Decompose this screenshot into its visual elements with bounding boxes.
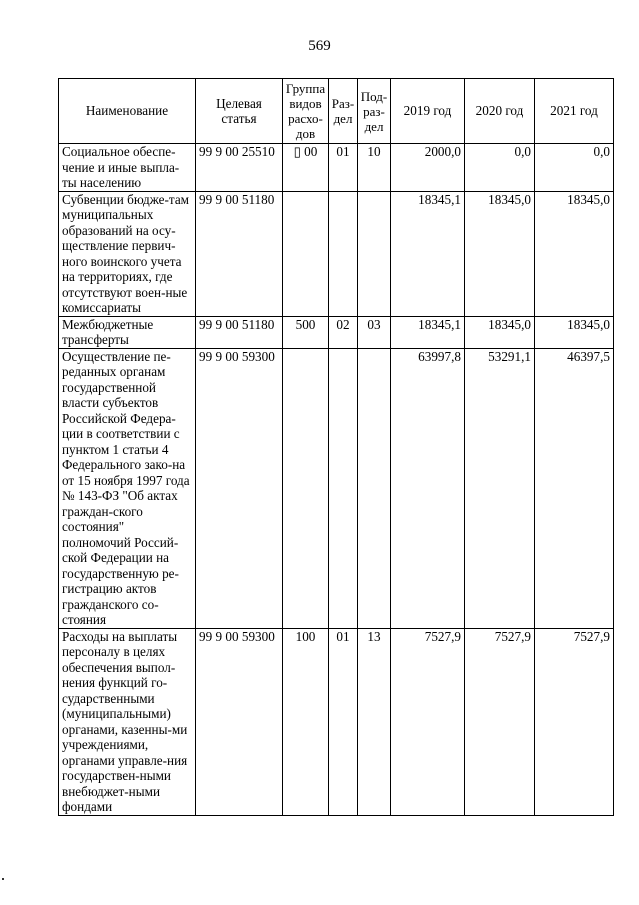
row-target: 99 9 00 51180 xyxy=(196,316,283,348)
header-section: Раз-дел xyxy=(329,79,358,144)
row-subsection: 10 xyxy=(358,144,391,192)
table-row xyxy=(59,144,614,192)
row-2021: 0,0 xyxy=(535,144,614,192)
header-2019: 2019 год xyxy=(391,79,465,144)
header-subsection: Под-раз-дел xyxy=(358,79,391,144)
row-group: 500 xyxy=(283,316,329,348)
row-2019: 18345,1 xyxy=(391,316,465,348)
row-2020: 53291,1 xyxy=(465,348,535,628)
row-section: 01 xyxy=(329,144,358,192)
row-subsection: 03 xyxy=(358,316,391,348)
row-group: ▯ 00 xyxy=(283,144,329,192)
row-group xyxy=(283,191,329,316)
row-target: 99 9 00 59300 xyxy=(196,628,283,815)
row-2019: 63997,8 xyxy=(391,348,465,628)
header-name: Наименование xyxy=(59,79,196,144)
row-target: 99 9 00 51180 xyxy=(196,191,283,316)
row-2020: 7527,9 xyxy=(465,628,535,815)
row-2019: 7527,9 xyxy=(391,628,465,815)
row-subsection xyxy=(358,348,391,628)
header-group: Группа видов расхо-дов xyxy=(283,79,329,144)
table-header-row xyxy=(59,79,614,144)
budget-table xyxy=(58,78,614,816)
row-name: Субвенции бюдже-там муниципальных образований на осу-ществление первич-ного воинского учета на территориях, где отсутствуют воен-ные комиссариаты xyxy=(59,191,196,316)
header-2021: 2021 год xyxy=(535,79,614,144)
row-name: Межбюджетные трансферты xyxy=(59,316,196,348)
row-2020: 0,0 xyxy=(465,144,535,192)
row-name: Осуществление пе-реданных органам государственной власти субъектов Российской Федера-ции в соответствии с пунктом 1 статьи 4 Федерального зако-на от 15 ноября 1997 года № 143-ФЗ "Об актах граждан-ского состояния" полномочий Россий-ской Федерации на государственную ре-гистрацию актов гражданского со-стояния xyxy=(59,348,196,628)
row-target: 99 9 00 59300 xyxy=(196,348,283,628)
row-subsection: 13 xyxy=(358,628,391,815)
page-number: 569 xyxy=(308,38,331,54)
table-row xyxy=(59,628,614,815)
row-group: 100 xyxy=(283,628,329,815)
row-2019: 2000,0 xyxy=(391,144,465,192)
table-row xyxy=(59,316,614,348)
row-2021: 46397,5 xyxy=(535,348,614,628)
table-row xyxy=(59,191,614,316)
row-section xyxy=(329,348,358,628)
row-2020: 18345,0 xyxy=(465,316,535,348)
row-2021: 18345,0 xyxy=(535,191,614,316)
row-section: 01 xyxy=(329,628,358,815)
table-row xyxy=(59,348,614,628)
row-name: Социальное обеспе-чение и иные выпла-ты населению xyxy=(59,144,196,192)
row-group xyxy=(283,348,329,628)
row-section xyxy=(329,191,358,316)
row-2019: 18345,1 xyxy=(391,191,465,316)
row-2020: 18345,0 xyxy=(465,191,535,316)
row-2021: 18345,0 xyxy=(535,316,614,348)
row-2021: 7527,9 xyxy=(535,628,614,815)
row-target: 99 9 00 25510 xyxy=(196,144,283,192)
header-2020: 2020 год xyxy=(465,79,535,144)
header-target: Целевая статья xyxy=(196,79,283,144)
row-subsection xyxy=(358,191,391,316)
scan-speck xyxy=(2,878,4,880)
row-section: 02 xyxy=(329,316,358,348)
row-name: Расходы на выплаты персоналу в целях обеспечения выпол-нения функций го-сударственными (муниципальными) органами, казенны-ми учреждениями, органами управле-ния государствен-ными внебюджет-ными фондами xyxy=(59,628,196,815)
